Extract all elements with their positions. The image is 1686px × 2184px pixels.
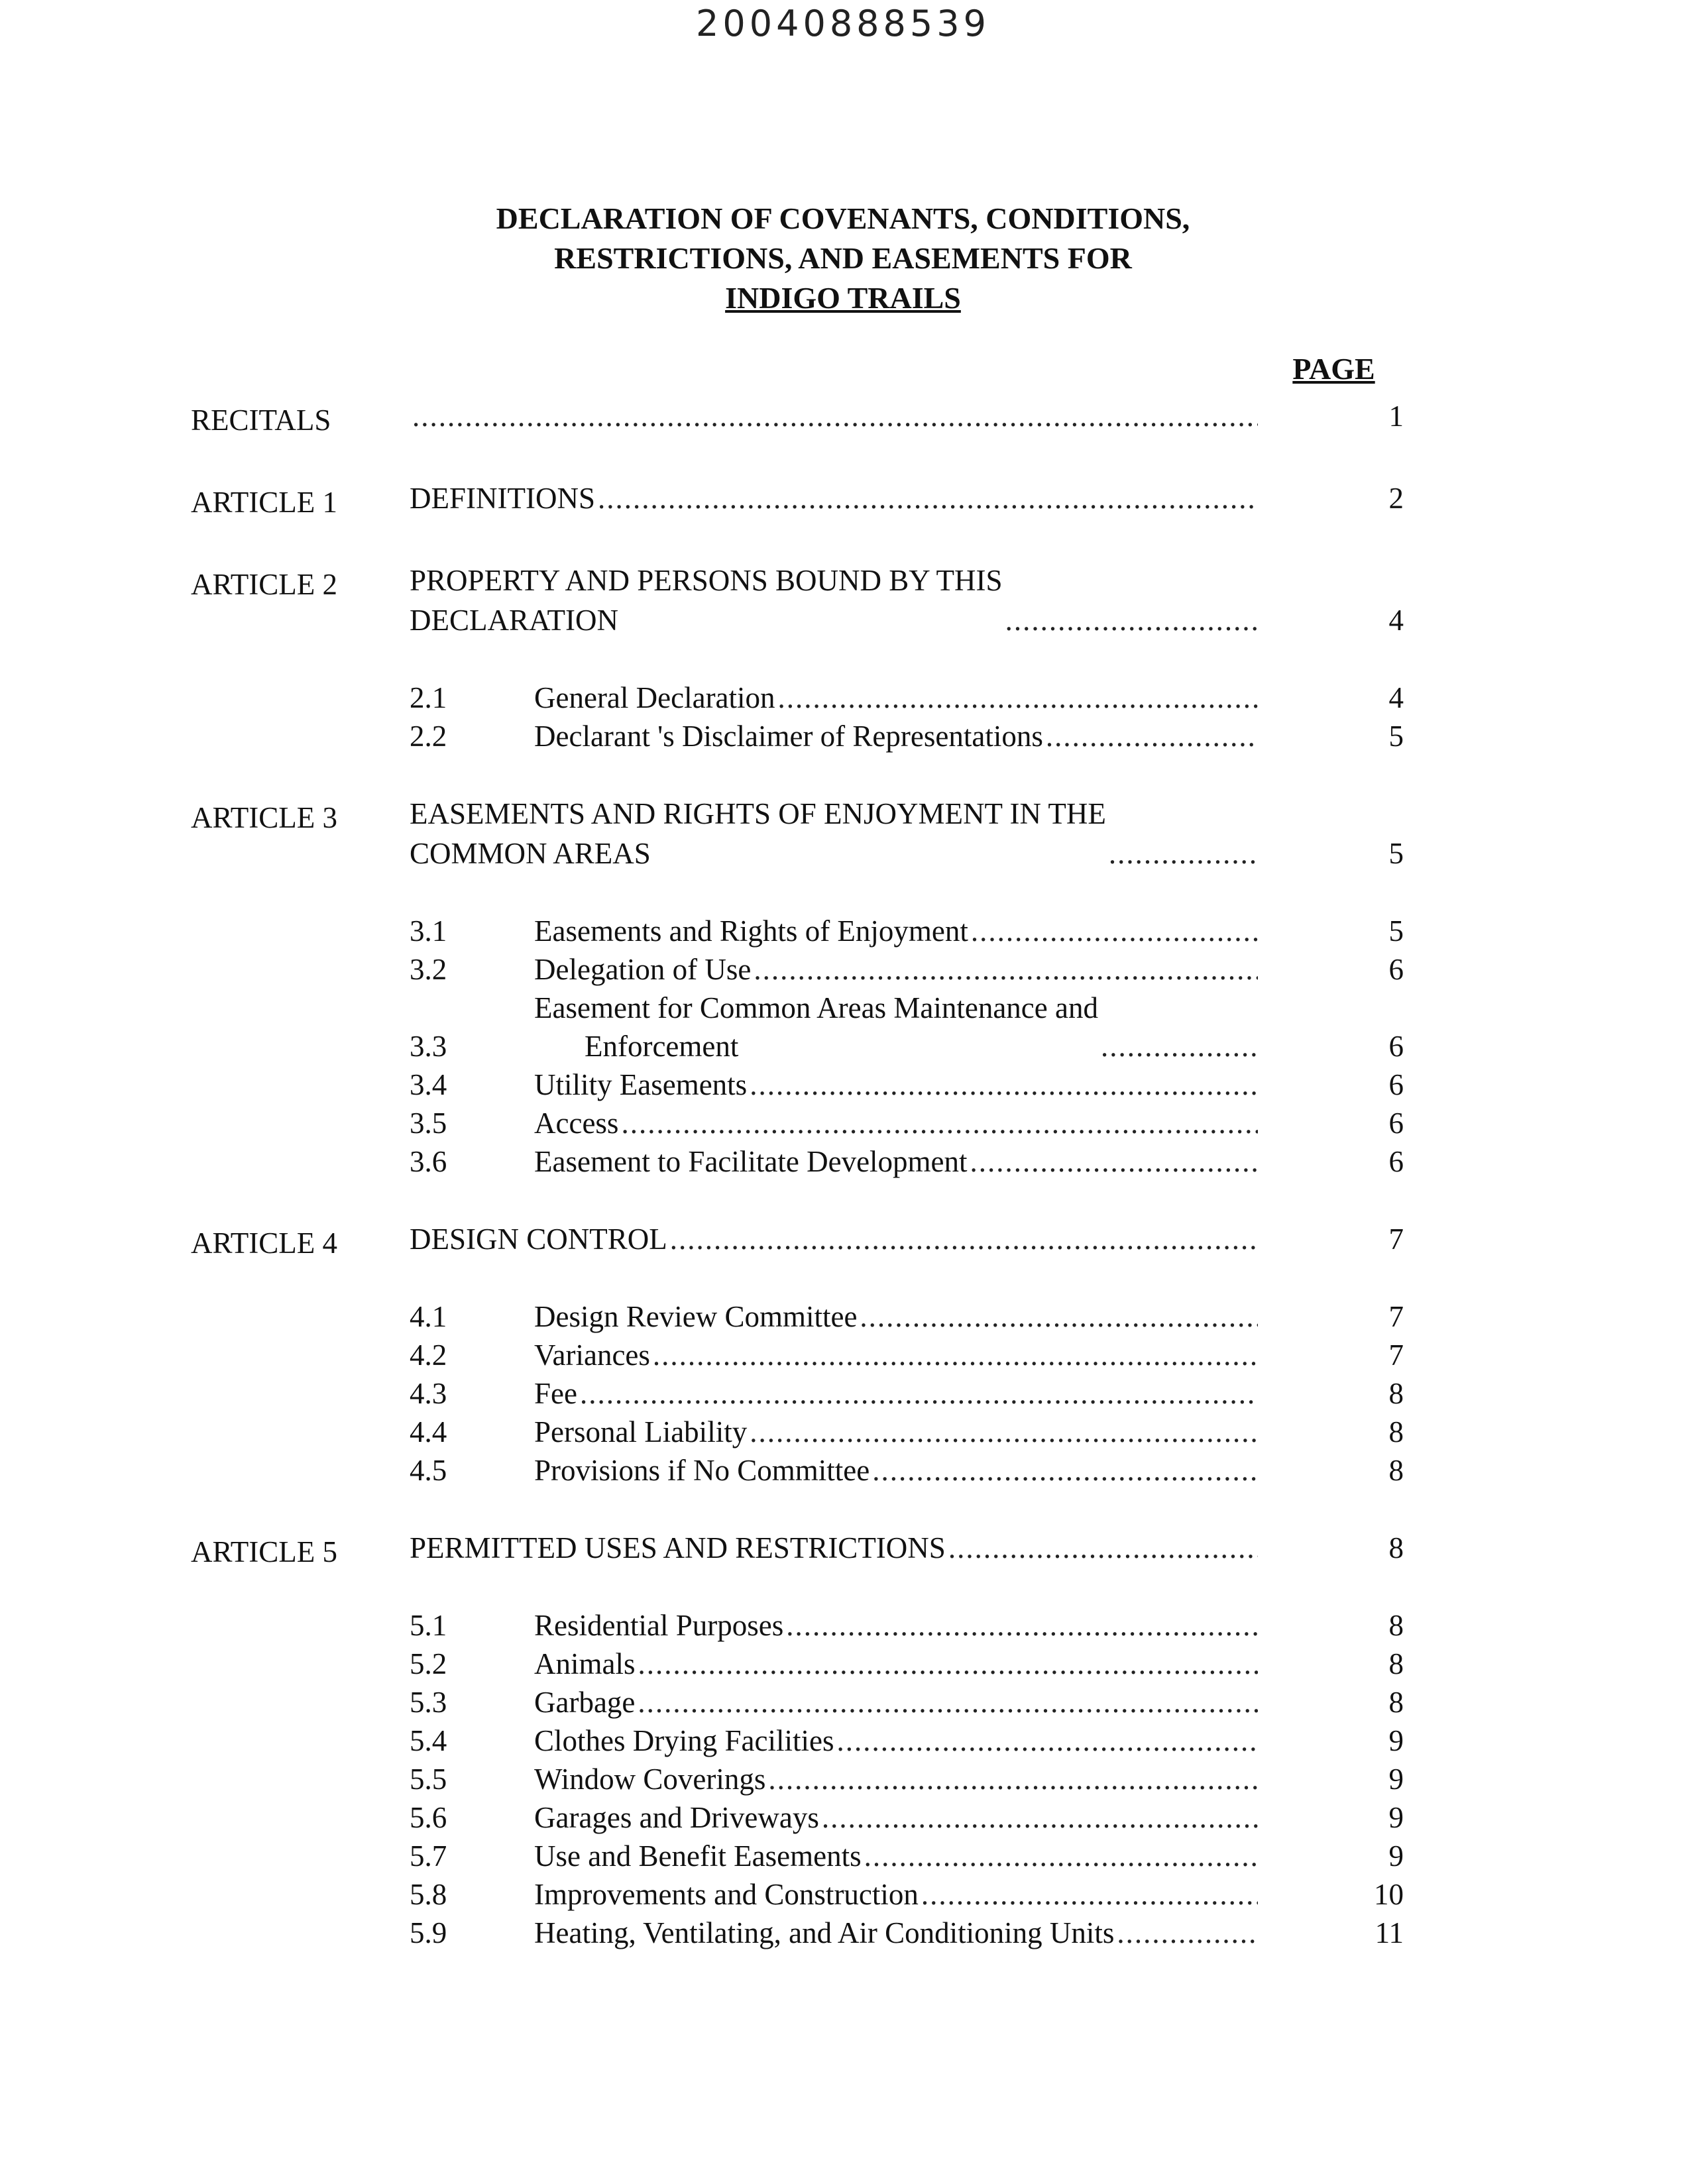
section-title-text [534,1374,1258,1413]
section-row [410,1413,1404,1451]
section-page: 8 [1388,1454,1404,1487]
document-title [0,199,1686,318]
dot-leader [638,1645,1259,1683]
article-title-text [410,1528,1258,1568]
section-title [534,950,751,989]
section-title [534,1142,968,1181]
section-title [534,1297,857,1336]
section-page: 9 [1388,1763,1404,1796]
article-page: 4 [1388,604,1404,637]
section-number: 5.1 [410,1609,447,1642]
section-page: 6 [1388,953,1404,986]
section-title [534,912,968,950]
section-title-line-1: Window Coverings [534,1763,766,1796]
section-title-text [534,1875,1258,1914]
section-page: 8 [1388,1686,1404,1719]
toc-article [191,1219,1404,1490]
section-title-text [534,1645,1258,1683]
section-number: 2.2 [410,720,447,753]
article-title-text [410,1219,1258,1259]
section-title-text [534,1683,1258,1721]
section-row [410,717,1404,755]
section-title-line-1: Provisions if No Committee [534,1454,870,1487]
section-title-line-1: Clothes Drying Facilities [534,1724,834,1757]
section-row [410,1104,1404,1142]
article-body [410,794,1404,1181]
article-page: 7 [1388,1223,1404,1256]
section-title-text [534,989,1258,1065]
section-title-line-1: Delegation of Use [534,953,752,986]
section-page: 9 [1388,1839,1404,1873]
section-page: 9 [1388,1724,1404,1757]
section-row [410,1142,1404,1181]
dot-leader [750,1065,1258,1104]
section-row [410,1645,1404,1683]
section-title [534,1413,747,1451]
section-number: 4.3 [410,1377,447,1410]
section-number: 3.3 [410,1030,447,1063]
dot-leader [864,1837,1258,1875]
table-of-contents [191,396,1404,1952]
section-title-text [534,1760,1258,1798]
dot-leader [768,1760,1258,1798]
section-page: 6 [1388,1107,1404,1140]
section-number: 5.9 [410,1916,447,1949]
article-title-line-2: COMMON AREAS [410,837,651,870]
section-title [534,1798,819,1837]
dot-leader [653,1336,1258,1374]
section-title-line-1: Garages and Driveways [534,1801,819,1834]
article-title-text [410,794,1258,873]
article-entry [410,561,1404,640]
article-entry [410,478,1404,518]
toc-article [191,794,1404,1181]
section-title-text [534,1721,1258,1760]
article-spacer [191,1181,1404,1219]
article-body [410,478,1404,518]
article-page: 5 [1388,837,1404,870]
article-entry [410,794,1404,873]
section-number: 5.4 [410,1724,447,1757]
section-page: 8 [1388,1377,1404,1410]
section-title [534,1606,783,1645]
section-number: 5.7 [410,1839,447,1873]
section-row [410,1683,1404,1721]
section-row [410,912,1404,950]
article-label: ARTICLE 3 [191,801,338,834]
section-page: 7 [1388,1300,1404,1333]
section-title-line-1: Design Review Committee [534,1300,858,1333]
section-title [534,717,1043,755]
dot-leader [948,1528,1258,1568]
section-title-line-1: General Declaration [534,681,775,714]
section-row [410,1798,1404,1837]
section-row [410,1914,1404,1952]
section-page: 8 [1388,1647,1404,1680]
dot-leader [754,950,1258,989]
article-spacer [191,522,1404,561]
section-title-line-1: Heating, Ventilating, and Air Conditioning Units [534,1916,1115,1949]
section-page: 8 [1388,1415,1404,1448]
page-column-header: PAGE [1292,352,1375,386]
article-label: ARTICLE 5 [191,1535,338,1568]
section-title-line-1: Use and Benefit Easements [534,1839,862,1873]
section-number: 3.6 [410,1145,447,1178]
section-title [534,989,1098,1065]
section-title-line-1: Easement to Facilitate Development [534,1145,968,1178]
section-title-line-1: Variances [534,1338,650,1372]
article-page: 8 [1388,1531,1404,1564]
title-line-2: RESTRICTIONS, AND EASEMENTS FOR [554,241,1132,275]
document-number: 20040888539 [696,3,990,44]
section-number: 4.4 [410,1415,447,1448]
section-page: 5 [1388,914,1404,948]
dot-leader [670,1219,1258,1259]
article-title-line-1: PERMITTED USES AND RESTRICTIONS [410,1531,946,1564]
section-title-text [534,1104,1258,1142]
section-number: 3.4 [410,1068,447,1101]
dot-leader [1005,600,1258,640]
section-page: 7 [1388,1338,1404,1372]
section-list [410,679,1404,755]
dot-leader [750,1413,1258,1451]
section-number: 5.8 [410,1878,447,1911]
section-title-line-1: Access [534,1107,619,1140]
article-title-line-2: DECLARATION [410,604,618,637]
section-row [410,950,1404,989]
article-title-line-1: PROPERTY AND PERSONS BOUND BY THIS [410,564,1003,597]
section-title [534,1645,636,1683]
dot-leader [1117,1914,1258,1952]
section-title [534,1374,577,1413]
dot-leader [970,1142,1258,1181]
article-title [410,1219,667,1259]
section-title-line-1: Animals [534,1647,636,1680]
section-title [534,1065,747,1104]
section-title-line-1: Fee [534,1377,577,1410]
section-title-line-1: Garbage [534,1686,636,1719]
section-title-text [534,950,1258,989]
dot-leader [836,1721,1258,1760]
section-number: 5.6 [410,1801,447,1834]
section-row [410,1875,1404,1914]
section-page: 6 [1388,1145,1404,1178]
section-number: 5.2 [410,1647,447,1680]
article-title [410,1528,946,1568]
section-title-text [534,1297,1258,1336]
section-title [534,1451,870,1490]
dot-leader [1046,717,1258,755]
dot-leader [778,679,1258,717]
section-list [410,912,1404,1181]
article-label: ARTICLE 2 [191,568,338,601]
section-page: 6 [1388,1068,1404,1101]
section-number: 4.1 [410,1300,447,1333]
section-row [410,1451,1404,1490]
section-number: 2.1 [410,681,447,714]
section-row [410,679,1404,717]
dot-leader [580,1374,1258,1413]
article-title-text [410,478,1258,518]
section-title-text [534,679,1258,717]
article-body [410,1219,1404,1490]
toc-article [191,1528,1404,1952]
section-title [534,1760,765,1798]
article-entry [410,1219,1404,1259]
section-row [410,1065,1404,1104]
section-row [410,1374,1404,1413]
section-title-text [534,1451,1258,1490]
section-title [534,1683,635,1721]
dot-leader [638,1683,1258,1721]
section-number: 3.2 [410,953,447,986]
recitals-body [410,396,1404,436]
section-number: 4.5 [410,1454,447,1487]
article-page: 2 [1388,482,1404,515]
section-title [534,679,775,717]
section-title-line-1: Easement for Common Areas Maintenance and [534,991,1098,1024]
section-row [410,1336,1404,1374]
section-number: 5.5 [410,1763,447,1796]
section-title [534,1721,834,1760]
section-row [410,1721,1404,1760]
article-label: ARTICLE 1 [191,486,338,519]
section-page: 11 [1375,1916,1404,1949]
section-page: 4 [1388,681,1404,714]
dot-leader [822,1798,1258,1837]
section-row [410,989,1404,1065]
article-title-line-1: DESIGN CONTROL [410,1223,667,1256]
dot-leader [860,1297,1258,1336]
section-title [534,1875,919,1914]
title-line-3: INDIGO TRAILS [725,281,961,315]
section-row [410,1606,1404,1645]
toc-article [191,561,1404,755]
section-number: 3.1 [410,914,447,948]
dot-leader [921,1875,1258,1914]
section-row [410,1837,1404,1875]
section-title-text [534,1142,1258,1181]
section-title-line-1: Easements and Rights of Enjoyment [534,914,968,948]
section-title-text [534,912,1258,950]
section-page: 10 [1374,1878,1404,1911]
section-page: 9 [1388,1801,1404,1834]
section-title [534,1837,862,1875]
section-page: 5 [1388,720,1404,753]
dot-leader [971,912,1258,950]
article-label: ARTICLE 4 [191,1227,338,1260]
article-body [410,561,1404,755]
section-row [410,1760,1404,1798]
toc-article [191,478,1404,522]
section-row [410,1297,1404,1336]
article-body [410,1528,1404,1952]
section-number: 4.2 [410,1338,447,1372]
toc-recitals [191,396,1404,440]
dot-leader [1101,1027,1258,1065]
section-page: 8 [1388,1609,1404,1642]
article-spacer [191,755,1404,794]
section-list [410,1297,1404,1490]
article-spacer [191,440,1404,478]
title-line-1: DECLARATION OF COVENANTS, CONDITIONS, [496,201,1190,235]
section-title-text [534,1413,1258,1451]
section-title-text [534,1837,1258,1875]
section-number: 3.5 [410,1107,447,1140]
article-title-text [410,561,1258,640]
article-title-line-1: DEFINITIONS [410,482,595,515]
recitals-text [410,396,1258,436]
section-title-line-1: Improvements and Construction [534,1878,919,1911]
section-title-text [534,1065,1258,1104]
section-title-text [534,717,1258,755]
section-title-text [534,1336,1258,1374]
section-title-text [534,1606,1258,1645]
dot-leader [412,396,1258,436]
article-spacer [191,1490,1404,1528]
section-title-line-1: Utility Easements [534,1068,748,1101]
section-title-text [534,1798,1258,1837]
article-title [410,561,1003,640]
dot-leader [872,1451,1258,1490]
section-title [534,1104,618,1142]
recitals-page: 1 [1388,400,1404,433]
section-title [534,1336,650,1374]
dot-leader [786,1606,1258,1645]
article-title [410,478,595,518]
section-title-text [534,1914,1258,1952]
section-title [534,1914,1114,1952]
recitals-entry [410,396,1404,436]
dot-leader [1109,834,1258,873]
dot-leader [621,1104,1258,1142]
article-title [410,794,1106,873]
articles-list [191,440,1404,1952]
article-entry [410,1528,1404,1568]
section-list [410,1606,1404,1952]
recitals-label: RECITALS [191,404,331,437]
dot-leader [598,478,1258,518]
section-title-line-1: Personal Liability [534,1415,748,1448]
section-page: 6 [1388,1030,1404,1063]
article-title-line-1: EASEMENTS AND RIGHTS OF ENJOYMENT IN THE [410,797,1106,830]
section-title-line-1: Declarant 's Disclaimer of Representations [534,720,1043,753]
section-number: 5.3 [410,1686,447,1719]
section-title-line-1: Residential Purposes [534,1609,784,1642]
section-title-line-2: Enforcement [585,1030,739,1063]
